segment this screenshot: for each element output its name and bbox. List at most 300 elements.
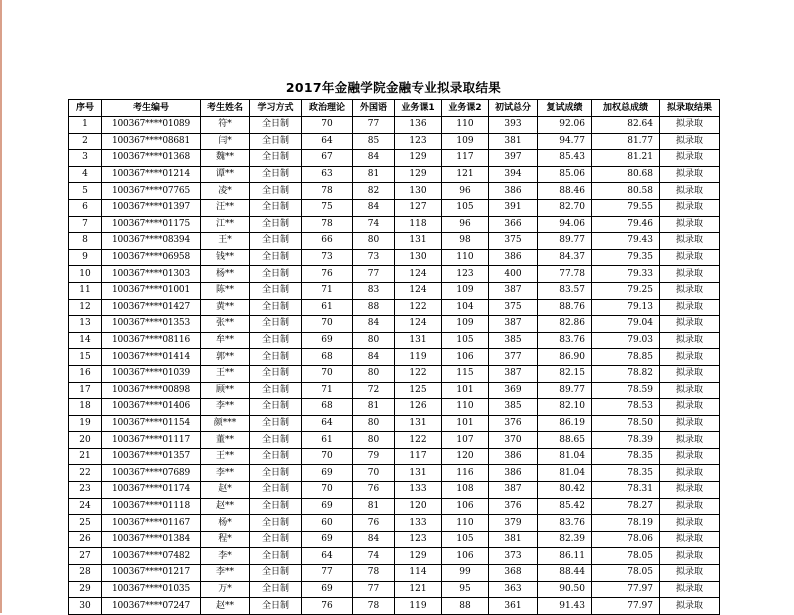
- cell-subject-1: 133: [395, 515, 442, 532]
- table-row: [69, 166, 720, 183]
- cell-retest-score: 83.57: [538, 282, 592, 299]
- cell-weighted-total: 79.13: [592, 299, 660, 316]
- cell-study-mode: 全日制: [250, 266, 302, 283]
- cell-study-mode: 全日制: [250, 117, 302, 134]
- cell-foreign-language: 74: [353, 548, 395, 565]
- cell-subject-1: 124: [395, 282, 442, 299]
- cell-study-mode: 全日制: [250, 349, 302, 366]
- cell-index: 17: [69, 382, 102, 399]
- cell-weighted-total: 79.35: [592, 249, 660, 266]
- cell-politics: 71: [302, 382, 353, 399]
- header-study-mode: 学习方式: [250, 100, 302, 117]
- cell-index: 14: [69, 332, 102, 349]
- cell-initial-total: 375: [489, 299, 538, 316]
- cell-weighted-total: 81.77: [592, 133, 660, 150]
- cell-candidate-id: 100367****07765: [102, 183, 201, 200]
- cell-index: 27: [69, 548, 102, 565]
- cell-politics: 64: [302, 548, 353, 565]
- cell-index: 24: [69, 498, 102, 515]
- cell-index: 15: [69, 349, 102, 366]
- cell-foreign-language: 85: [353, 133, 395, 150]
- cell-retest-score: 82.39: [538, 531, 592, 548]
- cell-subject-2: 110: [442, 249, 489, 266]
- cell-candidate-id: 100367****08394: [102, 233, 201, 250]
- cell-subject-2: 110: [442, 117, 489, 134]
- cell-study-mode: 全日制: [250, 598, 302, 615]
- cell-initial-total: 381: [489, 133, 538, 150]
- cell-retest-score: 84.37: [538, 249, 592, 266]
- cell-study-mode: 全日制: [250, 316, 302, 333]
- cell-foreign-language: 76: [353, 515, 395, 532]
- cell-retest-score: 85.06: [538, 166, 592, 183]
- cell-retest-score: 91.43: [538, 598, 592, 615]
- cell-candidate-id: 100367****01001: [102, 282, 201, 299]
- cell-candidate-name: 牟**: [201, 332, 250, 349]
- table-row: [69, 316, 720, 333]
- cell-foreign-language: 81: [353, 498, 395, 515]
- cell-politics: 68: [302, 349, 353, 366]
- cell-subject-1: 119: [395, 598, 442, 615]
- cell-index: 13: [69, 316, 102, 333]
- cell-candidate-name: 郭**: [201, 349, 250, 366]
- cell-index: 23: [69, 482, 102, 499]
- cell-subject-2: 109: [442, 282, 489, 299]
- cell-initial-total: 393: [489, 117, 538, 134]
- cell-weighted-total: 82.64: [592, 117, 660, 134]
- cell-initial-total: 387: [489, 282, 538, 299]
- cell-index: 25: [69, 515, 102, 532]
- cell-admission-result: 拟录取: [660, 349, 720, 366]
- cell-study-mode: 全日制: [250, 432, 302, 449]
- cell-study-mode: 全日制: [250, 448, 302, 465]
- table-row: [69, 399, 720, 416]
- cell-index: 30: [69, 598, 102, 615]
- cell-weighted-total: 79.33: [592, 266, 660, 283]
- cell-initial-total: 386: [489, 249, 538, 266]
- cell-admission-result: 拟录取: [660, 415, 720, 432]
- table-body: [69, 117, 720, 615]
- cell-weighted-total: 80.68: [592, 166, 660, 183]
- cell-candidate-name: 赵**: [201, 498, 250, 515]
- cell-subject-1: 130: [395, 183, 442, 200]
- cell-candidate-name: 王**: [201, 448, 250, 465]
- table-row: [69, 581, 720, 598]
- cell-admission-result: 拟录取: [660, 432, 720, 449]
- cell-index: 2: [69, 133, 102, 150]
- cell-candidate-name: 王*: [201, 233, 250, 250]
- cell-politics: 61: [302, 432, 353, 449]
- cell-study-mode: 全日制: [250, 382, 302, 399]
- table-row: [69, 233, 720, 250]
- cell-foreign-language: 83: [353, 282, 395, 299]
- cell-weighted-total: 78.59: [592, 382, 660, 399]
- header-candidate-name: 考生姓名: [201, 100, 250, 117]
- cell-initial-total: 373: [489, 548, 538, 565]
- cell-politics: 69: [302, 531, 353, 548]
- header-subject-2: 业务课2: [442, 100, 489, 117]
- cell-initial-total: 386: [489, 183, 538, 200]
- cell-index: 29: [69, 581, 102, 598]
- cell-weighted-total: 79.55: [592, 199, 660, 216]
- cell-politics: 71: [302, 282, 353, 299]
- header-foreign-language: 外国语: [353, 100, 395, 117]
- cell-candidate-id: 100367****01039: [102, 365, 201, 382]
- cell-admission-result: 拟录取: [660, 316, 720, 333]
- cell-study-mode: 全日制: [250, 249, 302, 266]
- cell-foreign-language: 76: [353, 482, 395, 499]
- cell-index: 1: [69, 117, 102, 134]
- cell-retest-score: 86.19: [538, 415, 592, 432]
- cell-retest-score: 81.04: [538, 448, 592, 465]
- cell-subject-2: 123: [442, 266, 489, 283]
- cell-admission-result: 拟录取: [660, 117, 720, 134]
- cell-retest-score: 85.42: [538, 498, 592, 515]
- cell-foreign-language: 72: [353, 382, 395, 399]
- header-politics: 政治理论: [302, 100, 353, 117]
- admission-results-table: [68, 99, 720, 615]
- cell-foreign-language: 77: [353, 117, 395, 134]
- cell-subject-1: 129: [395, 166, 442, 183]
- cell-subject-1: 121: [395, 581, 442, 598]
- table-row: [69, 598, 720, 615]
- page-edge-rule: [0, 0, 2, 613]
- cell-admission-result: 拟录取: [660, 531, 720, 548]
- cell-foreign-language: 74: [353, 216, 395, 233]
- cell-subject-1: 136: [395, 117, 442, 134]
- cell-admission-result: 拟录取: [660, 515, 720, 532]
- cell-initial-total: 376: [489, 415, 538, 432]
- cell-foreign-language: 84: [353, 316, 395, 333]
- cell-subject-2: 104: [442, 299, 489, 316]
- cell-candidate-id: 100367****01214: [102, 166, 201, 183]
- cell-admission-result: 拟录取: [660, 482, 720, 499]
- cell-weighted-total: 77.97: [592, 581, 660, 598]
- table-row: [69, 365, 720, 382]
- cell-candidate-id: 100367****07689: [102, 465, 201, 482]
- cell-initial-total: 385: [489, 399, 538, 416]
- cell-retest-score: 88.76: [538, 299, 592, 316]
- cell-foreign-language: 81: [353, 399, 395, 416]
- cell-retest-score: 94.06: [538, 216, 592, 233]
- table-row: [69, 150, 720, 167]
- cell-retest-score: 92.06: [538, 117, 592, 134]
- cell-subject-1: 122: [395, 299, 442, 316]
- cell-index: 20: [69, 432, 102, 449]
- cell-foreign-language: 84: [353, 349, 395, 366]
- cell-initial-total: 363: [489, 581, 538, 598]
- cell-admission-result: 拟录取: [660, 498, 720, 515]
- cell-subject-1: 131: [395, 332, 442, 349]
- cell-foreign-language: 80: [353, 365, 395, 382]
- table-row: [69, 349, 720, 366]
- cell-study-mode: 全日制: [250, 399, 302, 416]
- table-row: [69, 199, 720, 216]
- header-retest-score: 复试成绩: [538, 100, 592, 117]
- cell-admission-result: 拟录取: [660, 299, 720, 316]
- table-row: [69, 548, 720, 565]
- cell-foreign-language: 70: [353, 465, 395, 482]
- cell-initial-total: 370: [489, 432, 538, 449]
- cell-politics: 64: [302, 415, 353, 432]
- cell-index: 7: [69, 216, 102, 233]
- cell-foreign-language: 77: [353, 581, 395, 598]
- cell-politics: 70: [302, 448, 353, 465]
- cell-politics: 69: [302, 332, 353, 349]
- cell-retest-score: 80.42: [538, 482, 592, 499]
- cell-initial-total: 368: [489, 565, 538, 582]
- cell-candidate-id: 100367****01174: [102, 482, 201, 499]
- cell-candidate-id: 100367****01427: [102, 299, 201, 316]
- cell-subject-1: 122: [395, 365, 442, 382]
- cell-foreign-language: 84: [353, 531, 395, 548]
- cell-subject-1: 124: [395, 316, 442, 333]
- cell-admission-result: 拟录取: [660, 166, 720, 183]
- cell-candidate-id: 100367****01384: [102, 531, 201, 548]
- cell-subject-2: 106: [442, 349, 489, 366]
- cell-weighted-total: 77.97: [592, 598, 660, 615]
- cell-subject-2: 110: [442, 515, 489, 532]
- cell-study-mode: 全日制: [250, 548, 302, 565]
- cell-foreign-language: 84: [353, 199, 395, 216]
- cell-subject-1: 131: [395, 415, 442, 432]
- cell-initial-total: 386: [489, 448, 538, 465]
- header-initial-total: 初试总分: [489, 100, 538, 117]
- cell-subject-1: 130: [395, 249, 442, 266]
- cell-index: 19: [69, 415, 102, 432]
- cell-foreign-language: 80: [353, 332, 395, 349]
- cell-subject-2: 96: [442, 183, 489, 200]
- cell-study-mode: 全日制: [250, 150, 302, 167]
- cell-admission-result: 拟录取: [660, 332, 720, 349]
- cell-candidate-id: 100367****07247: [102, 598, 201, 615]
- cell-initial-total: 361: [489, 598, 538, 615]
- cell-politics: 70: [302, 316, 353, 333]
- cell-subject-2: 105: [442, 332, 489, 349]
- cell-candidate-name: 程*: [201, 531, 250, 548]
- cell-candidate-id: 100367****08116: [102, 332, 201, 349]
- cell-politics: 73: [302, 249, 353, 266]
- cell-politics: 69: [302, 498, 353, 515]
- cell-politics: 68: [302, 399, 353, 416]
- cell-subject-2: 107: [442, 432, 489, 449]
- table-row: [69, 266, 720, 283]
- cell-candidate-name: 顾**: [201, 382, 250, 399]
- cell-weighted-total: 80.58: [592, 183, 660, 200]
- cell-retest-score: 85.43: [538, 150, 592, 167]
- cell-subject-2: 106: [442, 498, 489, 515]
- cell-candidate-name: 汪**: [201, 199, 250, 216]
- cell-initial-total: 379: [489, 515, 538, 532]
- cell-retest-score: 90.50: [538, 581, 592, 598]
- cell-subject-2: 109: [442, 133, 489, 150]
- cell-subject-2: 105: [442, 531, 489, 548]
- cell-candidate-id: 100367****06958: [102, 249, 201, 266]
- cell-study-mode: 全日制: [250, 166, 302, 183]
- cell-weighted-total: 79.04: [592, 316, 660, 333]
- cell-index: 12: [69, 299, 102, 316]
- cell-index: 26: [69, 531, 102, 548]
- cell-candidate-id: 100367****01217: [102, 565, 201, 582]
- cell-admission-result: 拟录取: [660, 183, 720, 200]
- cell-candidate-name: 江**: [201, 216, 250, 233]
- cell-weighted-total: 79.03: [592, 332, 660, 349]
- cell-subject-2: 109: [442, 316, 489, 333]
- cell-candidate-name: 万*: [201, 581, 250, 598]
- table-row: [69, 515, 720, 532]
- cell-weighted-total: 78.05: [592, 565, 660, 582]
- cell-retest-score: 89.77: [538, 233, 592, 250]
- cell-admission-result: 拟录取: [660, 133, 720, 150]
- cell-subject-1: 119: [395, 349, 442, 366]
- cell-foreign-language: 79: [353, 448, 395, 465]
- cell-index: 16: [69, 365, 102, 382]
- cell-candidate-name: 王**: [201, 365, 250, 382]
- cell-study-mode: 全日制: [250, 415, 302, 432]
- cell-subject-2: 99: [442, 565, 489, 582]
- cell-subject-1: 129: [395, 150, 442, 167]
- cell-index: 22: [69, 465, 102, 482]
- cell-admission-result: 拟录取: [660, 150, 720, 167]
- table-row: [69, 415, 720, 432]
- cell-study-mode: 全日制: [250, 482, 302, 499]
- cell-candidate-id: 100367****01397: [102, 199, 201, 216]
- cell-retest-score: 83.76: [538, 515, 592, 532]
- cell-candidate-name: 赵**: [201, 598, 250, 615]
- cell-subject-1: 129: [395, 548, 442, 565]
- cell-candidate-id: 100367****08681: [102, 133, 201, 150]
- cell-subject-2: 105: [442, 199, 489, 216]
- cell-initial-total: 391: [489, 199, 538, 216]
- cell-subject-1: 125: [395, 382, 442, 399]
- table-row: [69, 216, 720, 233]
- cell-initial-total: 385: [489, 332, 538, 349]
- cell-foreign-language: 80: [353, 415, 395, 432]
- header-weighted-total: 加权总成绩: [592, 100, 660, 117]
- table-row: [69, 531, 720, 548]
- cell-foreign-language: 84: [353, 150, 395, 167]
- cell-study-mode: 全日制: [250, 233, 302, 250]
- cell-study-mode: 全日制: [250, 515, 302, 532]
- cell-retest-score: 81.04: [538, 465, 592, 482]
- cell-candidate-id: 100367****01303: [102, 266, 201, 283]
- cell-subject-1: 114: [395, 565, 442, 582]
- cell-retest-score: 94.77: [538, 133, 592, 150]
- cell-candidate-id: 100367****01353: [102, 316, 201, 333]
- cell-study-mode: 全日制: [250, 133, 302, 150]
- cell-politics: 66: [302, 233, 353, 250]
- cell-foreign-language: 78: [353, 598, 395, 615]
- cell-initial-total: 375: [489, 233, 538, 250]
- cell-politics: 64: [302, 133, 353, 150]
- cell-study-mode: 全日制: [250, 581, 302, 598]
- cell-initial-total: 387: [489, 365, 538, 382]
- table-row: [69, 282, 720, 299]
- cell-index: 28: [69, 565, 102, 582]
- cell-subject-1: 133: [395, 482, 442, 499]
- cell-foreign-language: 77: [353, 266, 395, 283]
- cell-politics: 70: [302, 365, 353, 382]
- cell-politics: 76: [302, 266, 353, 283]
- cell-weighted-total: 78.35: [592, 465, 660, 482]
- table-row: [69, 448, 720, 465]
- cell-subject-2: 116: [442, 465, 489, 482]
- cell-study-mode: 全日制: [250, 531, 302, 548]
- cell-candidate-name: 颜***: [201, 415, 250, 432]
- cell-retest-score: 89.77: [538, 382, 592, 399]
- cell-study-mode: 全日制: [250, 199, 302, 216]
- cell-subject-1: 127: [395, 199, 442, 216]
- cell-politics: 78: [302, 183, 353, 200]
- cell-admission-result: 拟录取: [660, 465, 720, 482]
- cell-initial-total: 400: [489, 266, 538, 283]
- cell-index: 6: [69, 199, 102, 216]
- cell-index: 21: [69, 448, 102, 465]
- cell-retest-score: 82.10: [538, 399, 592, 416]
- cell-candidate-name: 赵*: [201, 482, 250, 499]
- cell-subject-2: 96: [442, 216, 489, 233]
- table-row: [69, 183, 720, 200]
- cell-weighted-total: 78.19: [592, 515, 660, 532]
- cell-subject-1: 131: [395, 465, 442, 482]
- cell-subject-2: 115: [442, 365, 489, 382]
- table-row: [69, 117, 720, 134]
- cell-politics: 60: [302, 515, 353, 532]
- table-row: [69, 465, 720, 482]
- cell-subject-2: 95: [442, 581, 489, 598]
- cell-candidate-id: 100367****01154: [102, 415, 201, 432]
- cell-study-mode: 全日制: [250, 365, 302, 382]
- cell-subject-2: 117: [442, 150, 489, 167]
- cell-weighted-total: 78.53: [592, 399, 660, 416]
- cell-weighted-total: 81.21: [592, 150, 660, 167]
- table-row: [69, 299, 720, 316]
- header-index: 序号: [69, 100, 102, 117]
- cell-admission-result: 拟录取: [660, 249, 720, 266]
- table-row: [69, 432, 720, 449]
- cell-initial-total: 387: [489, 316, 538, 333]
- cell-weighted-total: 78.31: [592, 482, 660, 499]
- cell-foreign-language: 73: [353, 249, 395, 266]
- cell-candidate-id: 100367****01117: [102, 432, 201, 449]
- cell-index: 11: [69, 282, 102, 299]
- cell-weighted-total: 78.82: [592, 365, 660, 382]
- header-subject-1: 业务课1: [395, 100, 442, 117]
- cell-subject-1: 123: [395, 531, 442, 548]
- cell-index: 8: [69, 233, 102, 250]
- cell-subject-2: 110: [442, 399, 489, 416]
- cell-subject-2: 121: [442, 166, 489, 183]
- cell-foreign-language: 81: [353, 166, 395, 183]
- cell-subject-1: 117: [395, 448, 442, 465]
- cell-candidate-name: 谭**: [201, 166, 250, 183]
- cell-study-mode: 全日制: [250, 299, 302, 316]
- cell-subject-1: 131: [395, 233, 442, 250]
- cell-index: 4: [69, 166, 102, 183]
- table-row: [69, 482, 720, 499]
- cell-foreign-language: 78: [353, 565, 395, 582]
- cell-admission-result: 拟录取: [660, 448, 720, 465]
- cell-candidate-name: 董**: [201, 432, 250, 449]
- cell-candidate-name: 闫*: [201, 133, 250, 150]
- cell-study-mode: 全日制: [250, 565, 302, 582]
- cell-politics: 75: [302, 199, 353, 216]
- cell-index: 18: [69, 399, 102, 416]
- cell-study-mode: 全日制: [250, 332, 302, 349]
- cell-weighted-total: 78.39: [592, 432, 660, 449]
- cell-admission-result: 拟录取: [660, 199, 720, 216]
- cell-candidate-name: 李**: [201, 565, 250, 582]
- cell-subject-2: 120: [442, 448, 489, 465]
